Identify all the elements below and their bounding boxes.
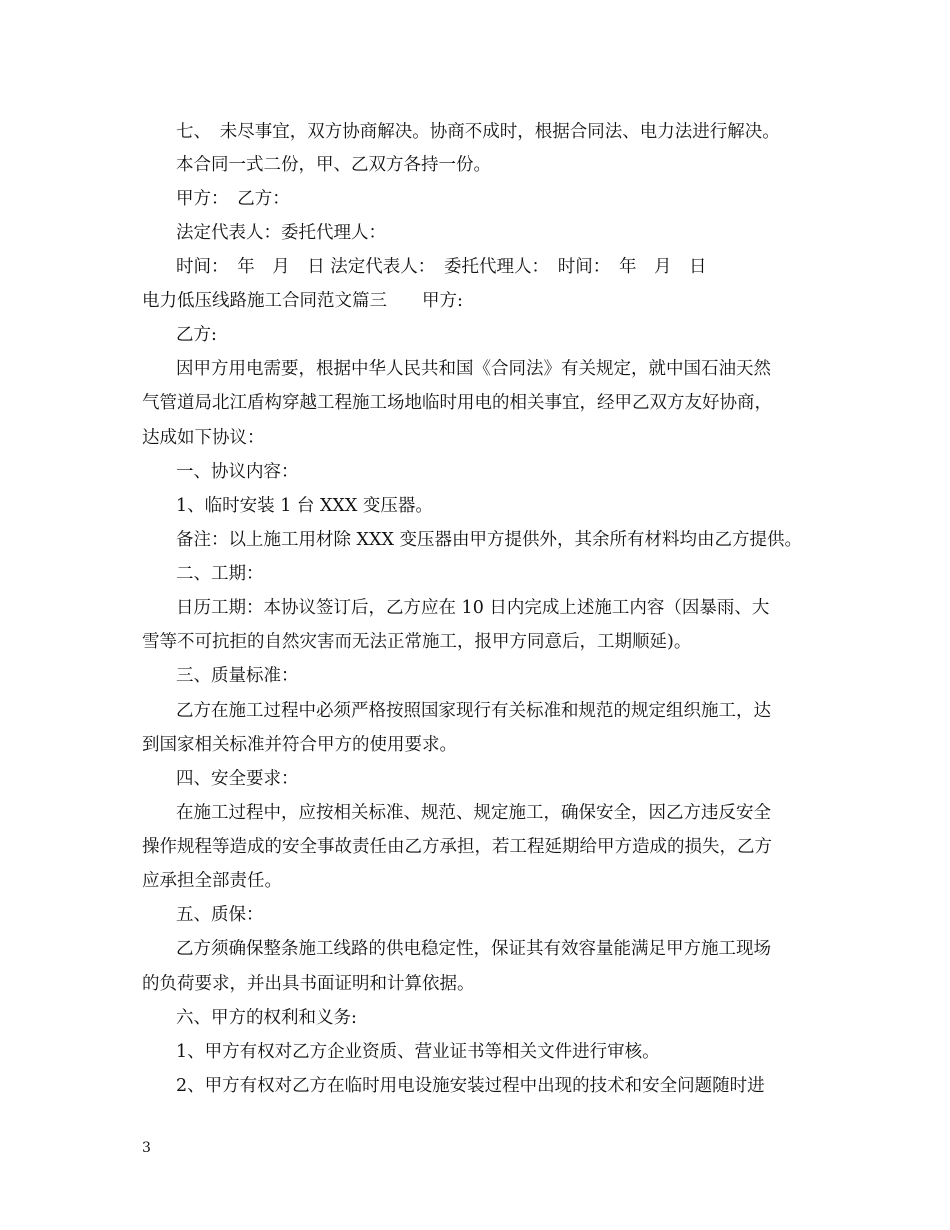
clause-heading: 一、协议内容： bbox=[176, 462, 299, 482]
clause-heading: 三、质量标准： bbox=[176, 666, 299, 686]
text-line: 乙方: bbox=[176, 325, 217, 345]
clause-heading: 二、工期： bbox=[176, 564, 264, 584]
text-line: 1、甲方有权对乙方企业资质、营业证书等相关文件进行审核。 bbox=[176, 1042, 660, 1062]
section-heading: 电力低压线路施工合同范文篇三 甲方: bbox=[142, 291, 463, 311]
text-line: 七、 未尽事宜，双方协商解决。协商不成时，根据合同法、电力法进行解决。 bbox=[176, 122, 780, 142]
text-line: 法定代表人：委托代理人： bbox=[176, 223, 386, 243]
paragraph-line: 因甲方用电需要，根据中华人民共和国《合同法》有关规定，就中国石油天然 bbox=[176, 359, 771, 379]
paragraph-line: 到国家相关标准并符合甲方的使用要求。 bbox=[142, 735, 457, 755]
text-line: 甲方： 乙方： bbox=[176, 189, 290, 209]
clause-heading: 六、甲方的权利和义务: bbox=[176, 1008, 357, 1028]
page-number: 3 bbox=[142, 1140, 151, 1156]
paragraph-line: 操作规程等造成的安全事故责任由乙方承担，若工程延期给甲方造成的损失，乙方 bbox=[142, 837, 772, 857]
paragraph-line: 应承担全部责任。 bbox=[142, 871, 282, 891]
paragraph-line: 气管道局北江盾构穿越工程施工场地临时用电的相关事宜，经甲乙双方友好协商， bbox=[142, 393, 772, 413]
text-line: 本合同一式二份，甲、乙双方各持一份。 bbox=[176, 155, 491, 175]
paragraph-line: 在施工过程中，应按相关标准、规范、规定施工，确保安全，因乙方违反安全 bbox=[176, 803, 771, 823]
paragraph-line: 的负荷要求，并出具书面证明和计算依据。 bbox=[142, 974, 475, 994]
text-line: 1、临时安装 1 台 XXX 变压器。 bbox=[176, 496, 433, 516]
paragraph-line: 乙方在施工过程中必须严格按照国家现行有关标准和规范的规定组织施工，达 bbox=[176, 701, 771, 721]
text-line: 备注：以上施工用材除 XXX 变压器由甲方提供外，其余所有材料均由乙方提供。 bbox=[176, 530, 802, 550]
text-line: 时间： 年 月 日 法定代表人： 委托代理人： 时间： 年 月 日 bbox=[176, 257, 707, 277]
paragraph-line: 2、甲方有权对乙方在临时用电设施安装过程中出现的技术和安全问题随时进 bbox=[176, 1076, 765, 1096]
clause-heading: 四、安全要求： bbox=[176, 769, 299, 789]
clause-heading: 五、质保： bbox=[176, 905, 264, 925]
paragraph-line: 日历工期：本协议签订后，乙方应在 10 日内完成上述施工内容（因暴雨、大 bbox=[176, 598, 770, 618]
paragraph-line: 达成如下协议： bbox=[142, 428, 265, 448]
paragraph-line: 雪等不可抗拒的自然灾害而无法正常施工，报甲方同意后，工期顺延)。 bbox=[142, 632, 692, 652]
paragraph-line: 乙方须确保整条施工线路的供电稳定性，保证其有效容量能满足甲方施工现场 bbox=[176, 939, 771, 959]
